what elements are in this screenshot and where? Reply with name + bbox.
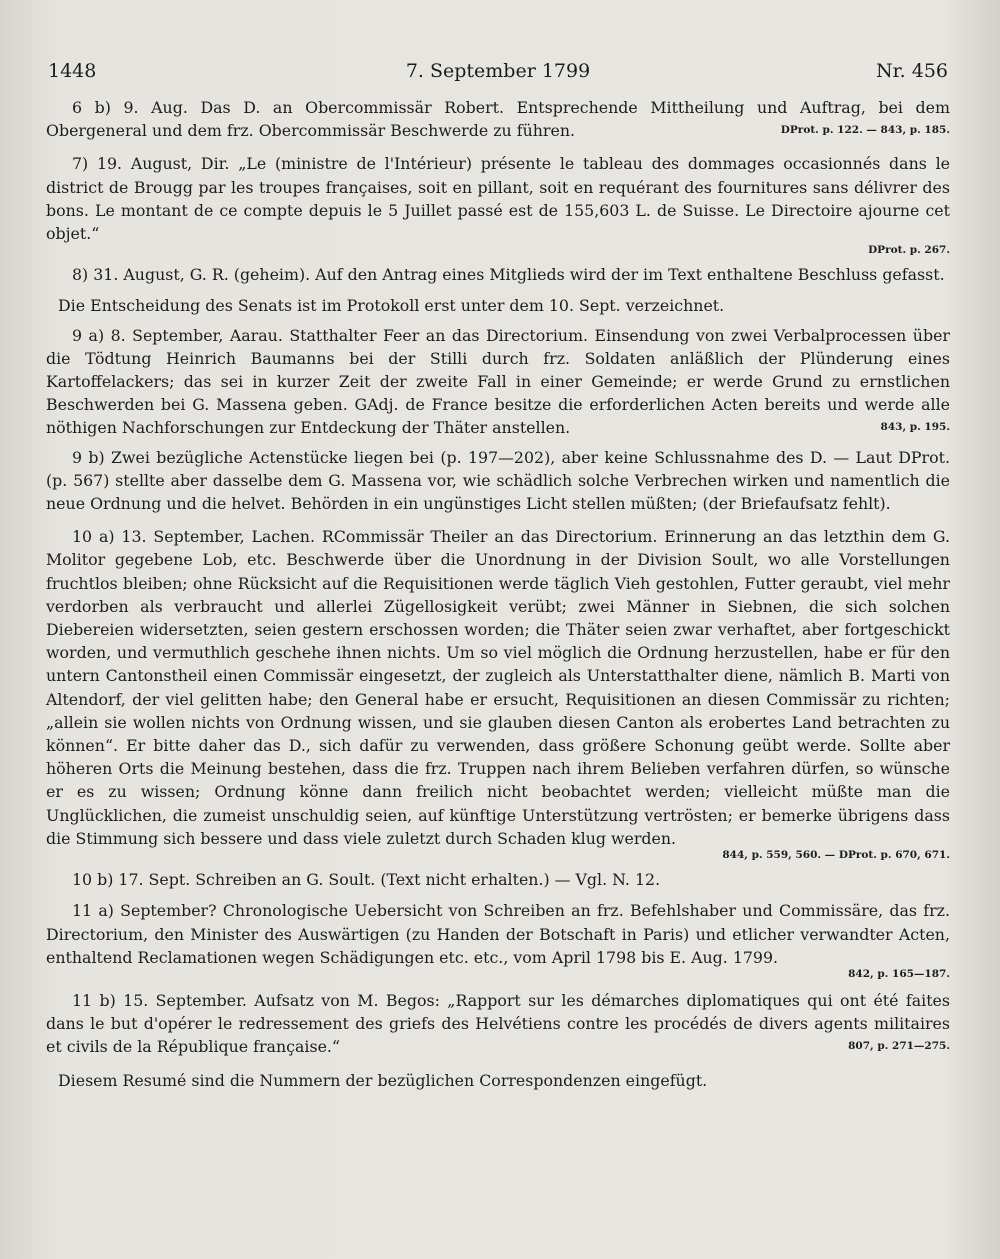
- entry-text: Diesem Resumé sind die Nummern der bezüglichen Correspondenzen eingefügt.: [58, 1070, 708, 1090]
- entry-8-note: [46, 294, 950, 317]
- entry-9a: [46, 324, 950, 440]
- entry-reference: DProt. p. 267.: [868, 244, 950, 257]
- document-number: Nr. 456: [876, 60, 948, 82]
- entry-text: 7) 19. August, Dir. „Le (ministre de l'Intérieur) présente le tableau des dommages occasionnés dans le district de Brougg par les troupes françaises, soit en pillant, soit en requérant des fournitures sans délivrer des bons. Le montant de ce compte depuis le 5 Juillet passé est de 155,603 L. de Suisse. Le Directoire ajourne cet objet.“: [46, 154, 950, 244]
- entry-closing-note: [46, 1069, 950, 1092]
- header-date: 7. September 1799: [405, 60, 591, 82]
- entry-text: 10 a) 13. September, Lachen. RCommissär Theiler an das Directorium. Erinnerung an das letzthin dem G. Molitor gegebene Lob, etc. Beschwerde über die Unordnung in der Division Soult, wo alle Vorstellungen fruchtlos bleiben; ohne Rücksicht auf die Requisitionen werde täglich Vieh gestohlen, Futter geraubt, viel mehr verdorben als verbraucht und allerlei Zügellosigkeit verübt; zwei Männer in Siebnen, die sich solchen Diebereien widersetzten, seien gestern erschossen worden; die Thäter seien zwar verhaftet, aber fortgeschickt worden, und vermuthlich geschehe ihnen nichts. Um so viel möglich die Ordnung herzustellen, habe er für den untern Cantonstheil einen Commissär eingesetzt, der zugleich als Unterstatthalter diene, nämlich B. Marti von Altendorf, der viel gelitten habe; den General habe er ersucht, Requisitionen an diesen Commissär zu richten; „allein sie wollen nichts von Ordnung wissen, und sie glauben diesen Canton als erobertes Land betrachten zu können“. Er bitte daher das D., sich dafür zu verwenden, dass größere Schonung geübt werde. Sollte aber höheren Orts die Meinung bestehen, dass die frz. Truppen nach ihrem Belieben verfahren dürfen, so wünsche er es zu wissen; Ordnung könne dann freilich nicht beobachtet werden; vielleicht müßte man die Unglücklichen, die zumeist unschuldig seien, auf künftige Unterstützung vertrösten; er bemerke übrigens dass die Stimmung sich bessere und dass viele zuletzt durch Schaden klug werden.: [46, 527, 950, 848]
- entry-6b: [46, 96, 950, 142]
- entry-reference: 843, p. 195.: [880, 421, 950, 434]
- entry-text: 9 b) Zwei bezügliche Actenstücke liegen bei (p. 197—202), aber keine Schlussnahme des D. — Laut DProt. (p. 567) stellte aber dasselbe dem G. Massena vor, wie schädlich solche Verbrechen wirken und namentlich die neue Ordnung und die helvet. Behörden in ein ungünstiges Licht stellen müßten; (der Briefaufsatz fehlt).: [46, 447, 950, 514]
- entry-reference: 807, p. 271—275.: [848, 1040, 950, 1053]
- entry-reference: 844, p. 559, 560. — DProt. p. 670, 671.: [722, 849, 950, 862]
- entry-11a: [46, 899, 950, 981]
- entry-text: 10 b) 17. Sept. Schreiben an G. Soult. (Text nicht erhalten.) — Vgl. N. 12.: [72, 870, 661, 890]
- entry-11b: [46, 989, 950, 1059]
- page-header: [48, 60, 948, 90]
- entry-10a: [46, 525, 950, 862]
- entry-text: 9 a) 8. September, Aarau. Statthalter Feer an das Directorium. Einsendung von zwei Verbalprocessen über die Tödtung Heinrich Baumanns bei der Stilli durch frz. Soldaten anläßlich der Plünderung eines Kartoffelackers; das sei in kurzer Zeit der zweite Fall in einer Gemeinde; er werde Grund zu ernstlichen Beschwerden bei G. Massena geben. GAdj. de France besitze die erforderlichen Acten bereits und werde alle nöthigen Nachforschungen zur Entdeckung der Thäter anstellen.: [46, 325, 950, 438]
- document-body: [46, 96, 950, 1098]
- entry-text: 11 b) 15. September. Aufsatz von M. Begos: „Rapport sur les démarches diplomatiques qui ont été faites dans le but d'opérer le redressement des griefs des Helvétiens contre les procédés de divers agents militaires et civils de la République française.“: [46, 990, 950, 1057]
- entry-text: Die Entscheidung des Senats ist im Protokoll erst unter dem 10. Sept. verzeichnet.: [58, 296, 725, 316]
- entry-reference: 842, p. 165—187.: [848, 967, 950, 980]
- entry-9b: [46, 446, 950, 516]
- entry-8: [46, 263, 950, 286]
- entry-text: 6 b) 9. Aug. Das D. an Obercommissär Robert. Entsprechende Mittheilung und Auftrag, bei dem Obergeneral und dem frz. Obercommissär Beschwerde zu führen.: [46, 98, 950, 141]
- entry-10b: [46, 868, 950, 891]
- entry-7: [46, 152, 950, 257]
- entry-text: 11 a) September? Chronologische Uebersicht von Schreiben an frz. Befehlshaber und Commissäre, das frz. Directorium, den Minister des Auswärtigen (zu Handen der Botschaft in Paris) und etlicher verwandter Acten, enthaltend Reclamationen wegen Schädigungen etc. etc., vom April 1798 bis E. Aug. 1799.: [46, 901, 950, 967]
- entry-reference: DProt. p. 122. — 843, p. 185.: [780, 124, 950, 137]
- page-number: 1448: [48, 60, 97, 82]
- entry-text: 8) 31. August, G. R. (geheim). Auf den Antrag eines Mitglieds wird der im Text enthaltene Beschluss gefasst.: [72, 265, 945, 285]
